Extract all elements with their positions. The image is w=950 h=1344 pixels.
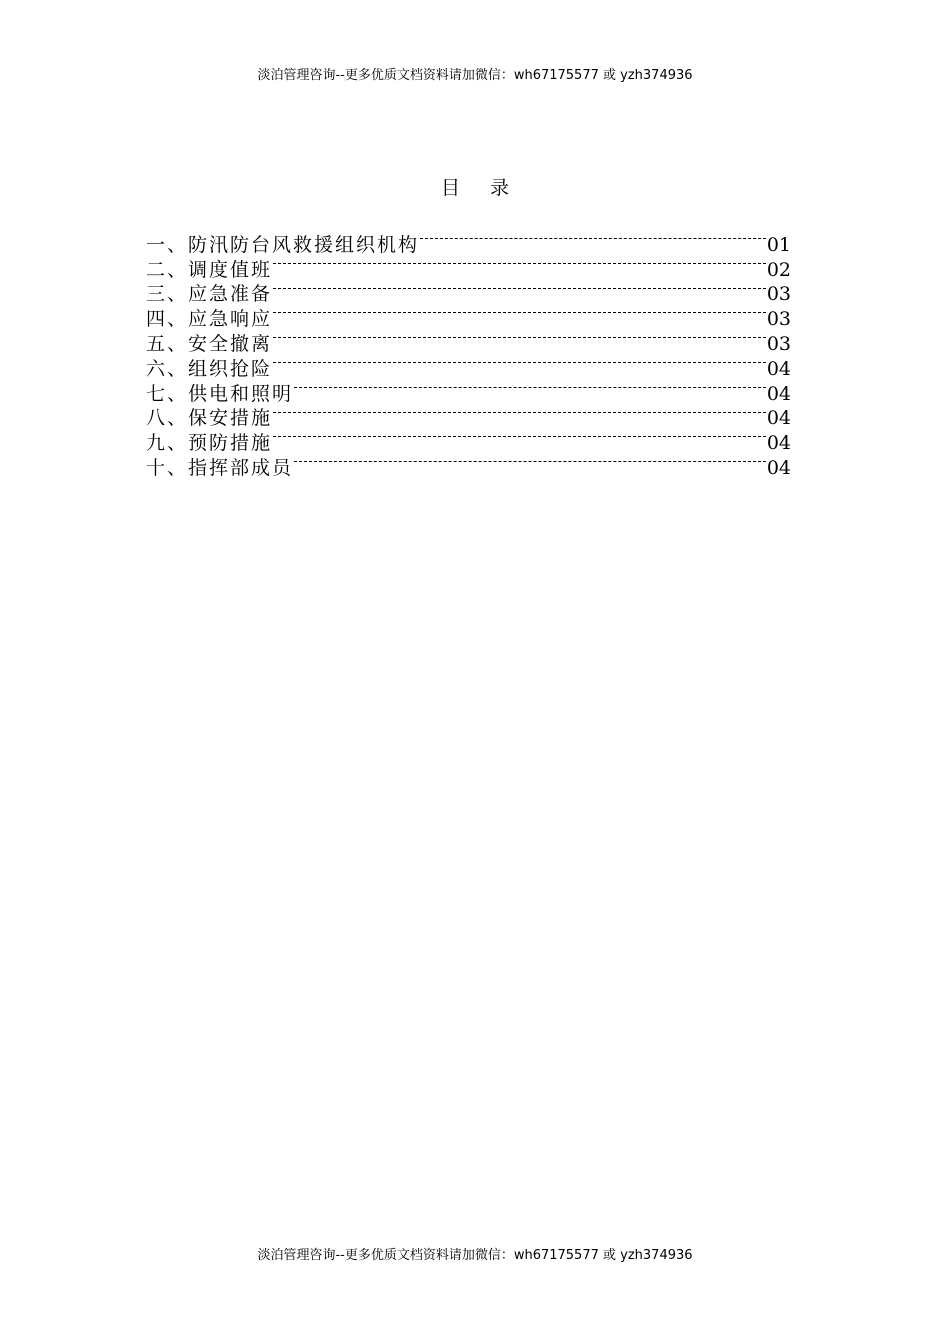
toc-dot-leader — [273, 400, 766, 425]
toc-entry-number: 七、 — [146, 382, 189, 405]
toc-entry-number: 十、 — [146, 456, 189, 479]
table-of-contents — [146, 226, 791, 479]
page-header: 淡泊管理咨询--更多优质文档资料请加微信：wh67175577 或 yzh374936 — [257, 68, 693, 83]
toc-entry-page: 01 — [766, 233, 791, 256]
toc-entry-number: 九、 — [146, 432, 189, 455]
toc-entry-page: 04 — [766, 357, 791, 380]
toc-title: 目录 — [440, 177, 539, 199]
toc-entry-page: 04 — [766, 382, 791, 405]
toc-entry-page: 02 — [766, 258, 791, 281]
toc-entry-page: 04 — [766, 432, 791, 455]
toc-dot-leader — [294, 449, 766, 474]
toc-entry-number: 四、 — [146, 308, 189, 331]
toc-entry-number: 一、 — [146, 233, 189, 256]
toc-entry-label: 调度值班 — [188, 258, 273, 281]
toc-dot-leader — [273, 276, 766, 301]
toc-entry-label: 防汛防台风救援组织机构 — [188, 233, 420, 256]
toc-entry-label: 安全撤离 — [188, 332, 273, 355]
page-footer: 淡泊管理咨询--更多优质文档资料请加微信：wh67175577 或 yzh374936 — [257, 1248, 693, 1263]
toc-dot-leader — [273, 424, 766, 449]
toc-entry-number: 八、 — [146, 407, 189, 430]
toc-entry-number: 六、 — [146, 357, 189, 380]
toc-entry-page: 03 — [766, 283, 791, 306]
toc-entry-page: 03 — [766, 308, 791, 331]
toc-dot-leader — [273, 350, 766, 375]
toc-entry-number: 五、 — [146, 332, 189, 355]
toc-entry-label: 组织抢险 — [188, 357, 273, 380]
toc-dot-leader — [420, 226, 766, 251]
toc-entry-page: 03 — [766, 332, 791, 355]
toc-entry-page: 04 — [766, 456, 791, 479]
toc-dot-leader — [273, 251, 766, 276]
toc-entry-label: 保安措施 — [188, 407, 273, 430]
toc-entry-label: 指挥部成员 — [188, 456, 294, 479]
toc-dot-leader — [273, 300, 766, 325]
toc-entry-label: 预防措施 — [188, 432, 273, 455]
toc-entry[interactable] — [146, 226, 791, 256]
toc-dot-leader — [294, 375, 766, 400]
toc-entry-label: 应急准备 — [188, 283, 273, 306]
toc-entry-page: 04 — [766, 407, 791, 430]
toc-entry-label: 供电和照明 — [188, 382, 294, 405]
toc-entry-label: 应急响应 — [188, 308, 273, 331]
toc-dot-leader — [273, 325, 766, 350]
toc-entry-number: 三、 — [146, 283, 189, 306]
toc-entry-number: 二、 — [146, 258, 189, 281]
